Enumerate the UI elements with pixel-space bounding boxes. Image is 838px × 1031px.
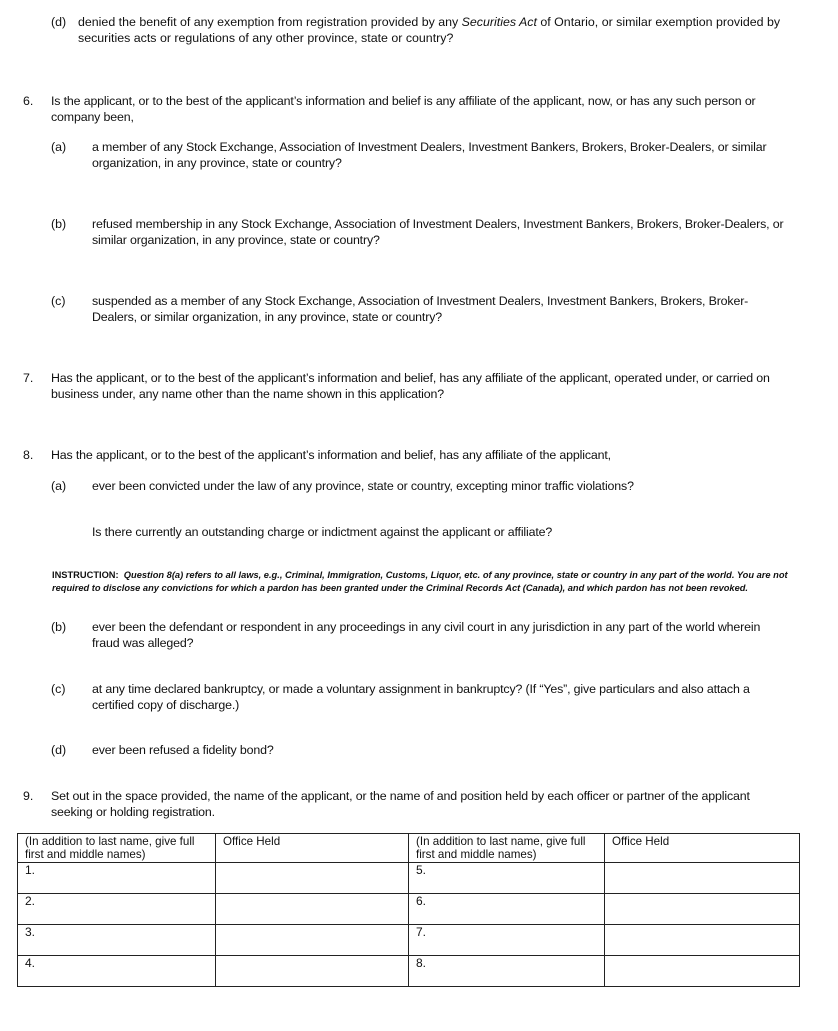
- officer-name-cell[interactable]: 8.: [409, 956, 605, 987]
- question-6a-label: (a): [51, 140, 67, 154]
- header-office-col-1: Office Held: [216, 834, 409, 863]
- question-6-number: 6.: [23, 94, 34, 108]
- question-7-text: Has the applicant, or to the best of the applicant’s information and belief, has any affiliate of the applicant, operated under, or carried on business under, any name other than the name shown in this application?: [51, 371, 770, 401]
- instruction-heading: INSTRUCTION:: [52, 570, 119, 580]
- header-name-col-2: (In addition to last name, give full first and middle names): [409, 834, 605, 863]
- officers-table: [17, 833, 800, 987]
- office-held-cell[interactable]: [216, 894, 409, 925]
- instruction-note: [52, 569, 790, 594]
- office-held-cell[interactable]: [605, 956, 800, 987]
- officer-name-cell[interactable]: 2.: [18, 894, 216, 925]
- officer-name-cell[interactable]: 3.: [18, 925, 216, 956]
- question-6c-text: suspended as a member of any Stock Exchange, Association of Investment Dealers, Investment Bankers, Brokers, Broker-Dealers, or similar organization, in any province, state or country?: [92, 294, 749, 324]
- table-row: [18, 925, 800, 956]
- item-5d-label: (d): [51, 15, 67, 29]
- question-9-number: 9.: [23, 789, 34, 803]
- item-5d-text: denied the benefit of any exemption from registration provided by any Securities Act of Ontario, or similar exemption provided by securities acts or regulations of any other province, state or country?: [78, 15, 781, 45]
- office-held-cell[interactable]: [216, 925, 409, 956]
- question-8c-text: at any time declared bankruptcy, or made a voluntary assignment in bankruptcy? (If “Yes”, give particulars and also attach a certified copy of discharge.): [92, 682, 750, 712]
- question-8a-text: ever been convicted under the law of any province, state or country, excepting minor traffic violations?: [92, 479, 634, 493]
- question-8-number: 8.: [23, 448, 34, 462]
- question-8b-text: ever been the defendant or respondent in any proceedings in any civil court in any jurisdiction in any part of the world wherein fraud was alleged?: [92, 620, 761, 650]
- officer-name-cell[interactable]: 6.: [409, 894, 605, 925]
- question-8a-followup: Is there currently an outstanding charge or indictment against the applicant or affiliate?: [92, 525, 553, 539]
- office-held-cell[interactable]: [605, 925, 800, 956]
- question-6c-label: (c): [51, 294, 66, 308]
- question-9-text: Set out in the space provided, the name of the applicant, or the name of and position held by each officer or partner of the applicant seeking or holding registration.: [51, 789, 750, 819]
- header-name-col-1: (In addition to last name, give full first and middle names): [18, 834, 216, 863]
- question-8d-label: (d): [51, 743, 67, 757]
- officers-table-header: [18, 834, 800, 863]
- table-row: [18, 863, 800, 894]
- office-held-cell[interactable]: [605, 894, 800, 925]
- question-6-text: Is the applicant, or to the best of the applicant’s information and belief is any affiliate of the applicant, now, or has any such person or company been,: [51, 94, 756, 124]
- question-6b-text: refused membership in any Stock Exchange, Association of Investment Dealers, Investment Bankers, Brokers, Broker-Dealers, or similar organization, in any province, state or country?: [92, 217, 784, 247]
- office-held-cell[interactable]: [605, 863, 800, 894]
- officer-name-cell[interactable]: 4.: [18, 956, 216, 987]
- officer-name-cell[interactable]: 5.: [409, 863, 605, 894]
- instruction-body: Question 8(a) refers to all laws, e.g., Criminal, Immigration, Customs, Liquor, etc. of any province, state or country in any part of the world. You are not required to disclose any convictions for which a pardon has been granted under the Criminal Records Act (Canada), and which pardon has not been revoked.: [52, 570, 788, 593]
- header-office-col-2: Office Held: [605, 834, 800, 863]
- question-8d-text: ever been refused a fidelity bond?: [92, 743, 274, 757]
- office-held-cell[interactable]: [216, 863, 409, 894]
- question-8c-label: (c): [51, 682, 66, 696]
- question-8b-label: (b): [51, 620, 67, 634]
- question-7-number: 7.: [23, 371, 34, 385]
- officer-name-cell[interactable]: 1.: [18, 863, 216, 894]
- table-row: [18, 894, 800, 925]
- question-6a-text: a member of any Stock Exchange, Association of Investment Dealers, Investment Bankers, Brokers, Broker-Dealers, or similar organization, in any province, state or country?: [92, 140, 767, 170]
- officer-name-cell[interactable]: 7.: [409, 925, 605, 956]
- question-8a-label: (a): [51, 479, 67, 493]
- question-6b-label: (b): [51, 217, 67, 231]
- table-row: [18, 956, 800, 987]
- question-8-text: Has the applicant, or to the best of the applicant’s information and belief, has any affiliate of the applicant,: [51, 448, 611, 462]
- office-held-cell[interactable]: [216, 956, 409, 987]
